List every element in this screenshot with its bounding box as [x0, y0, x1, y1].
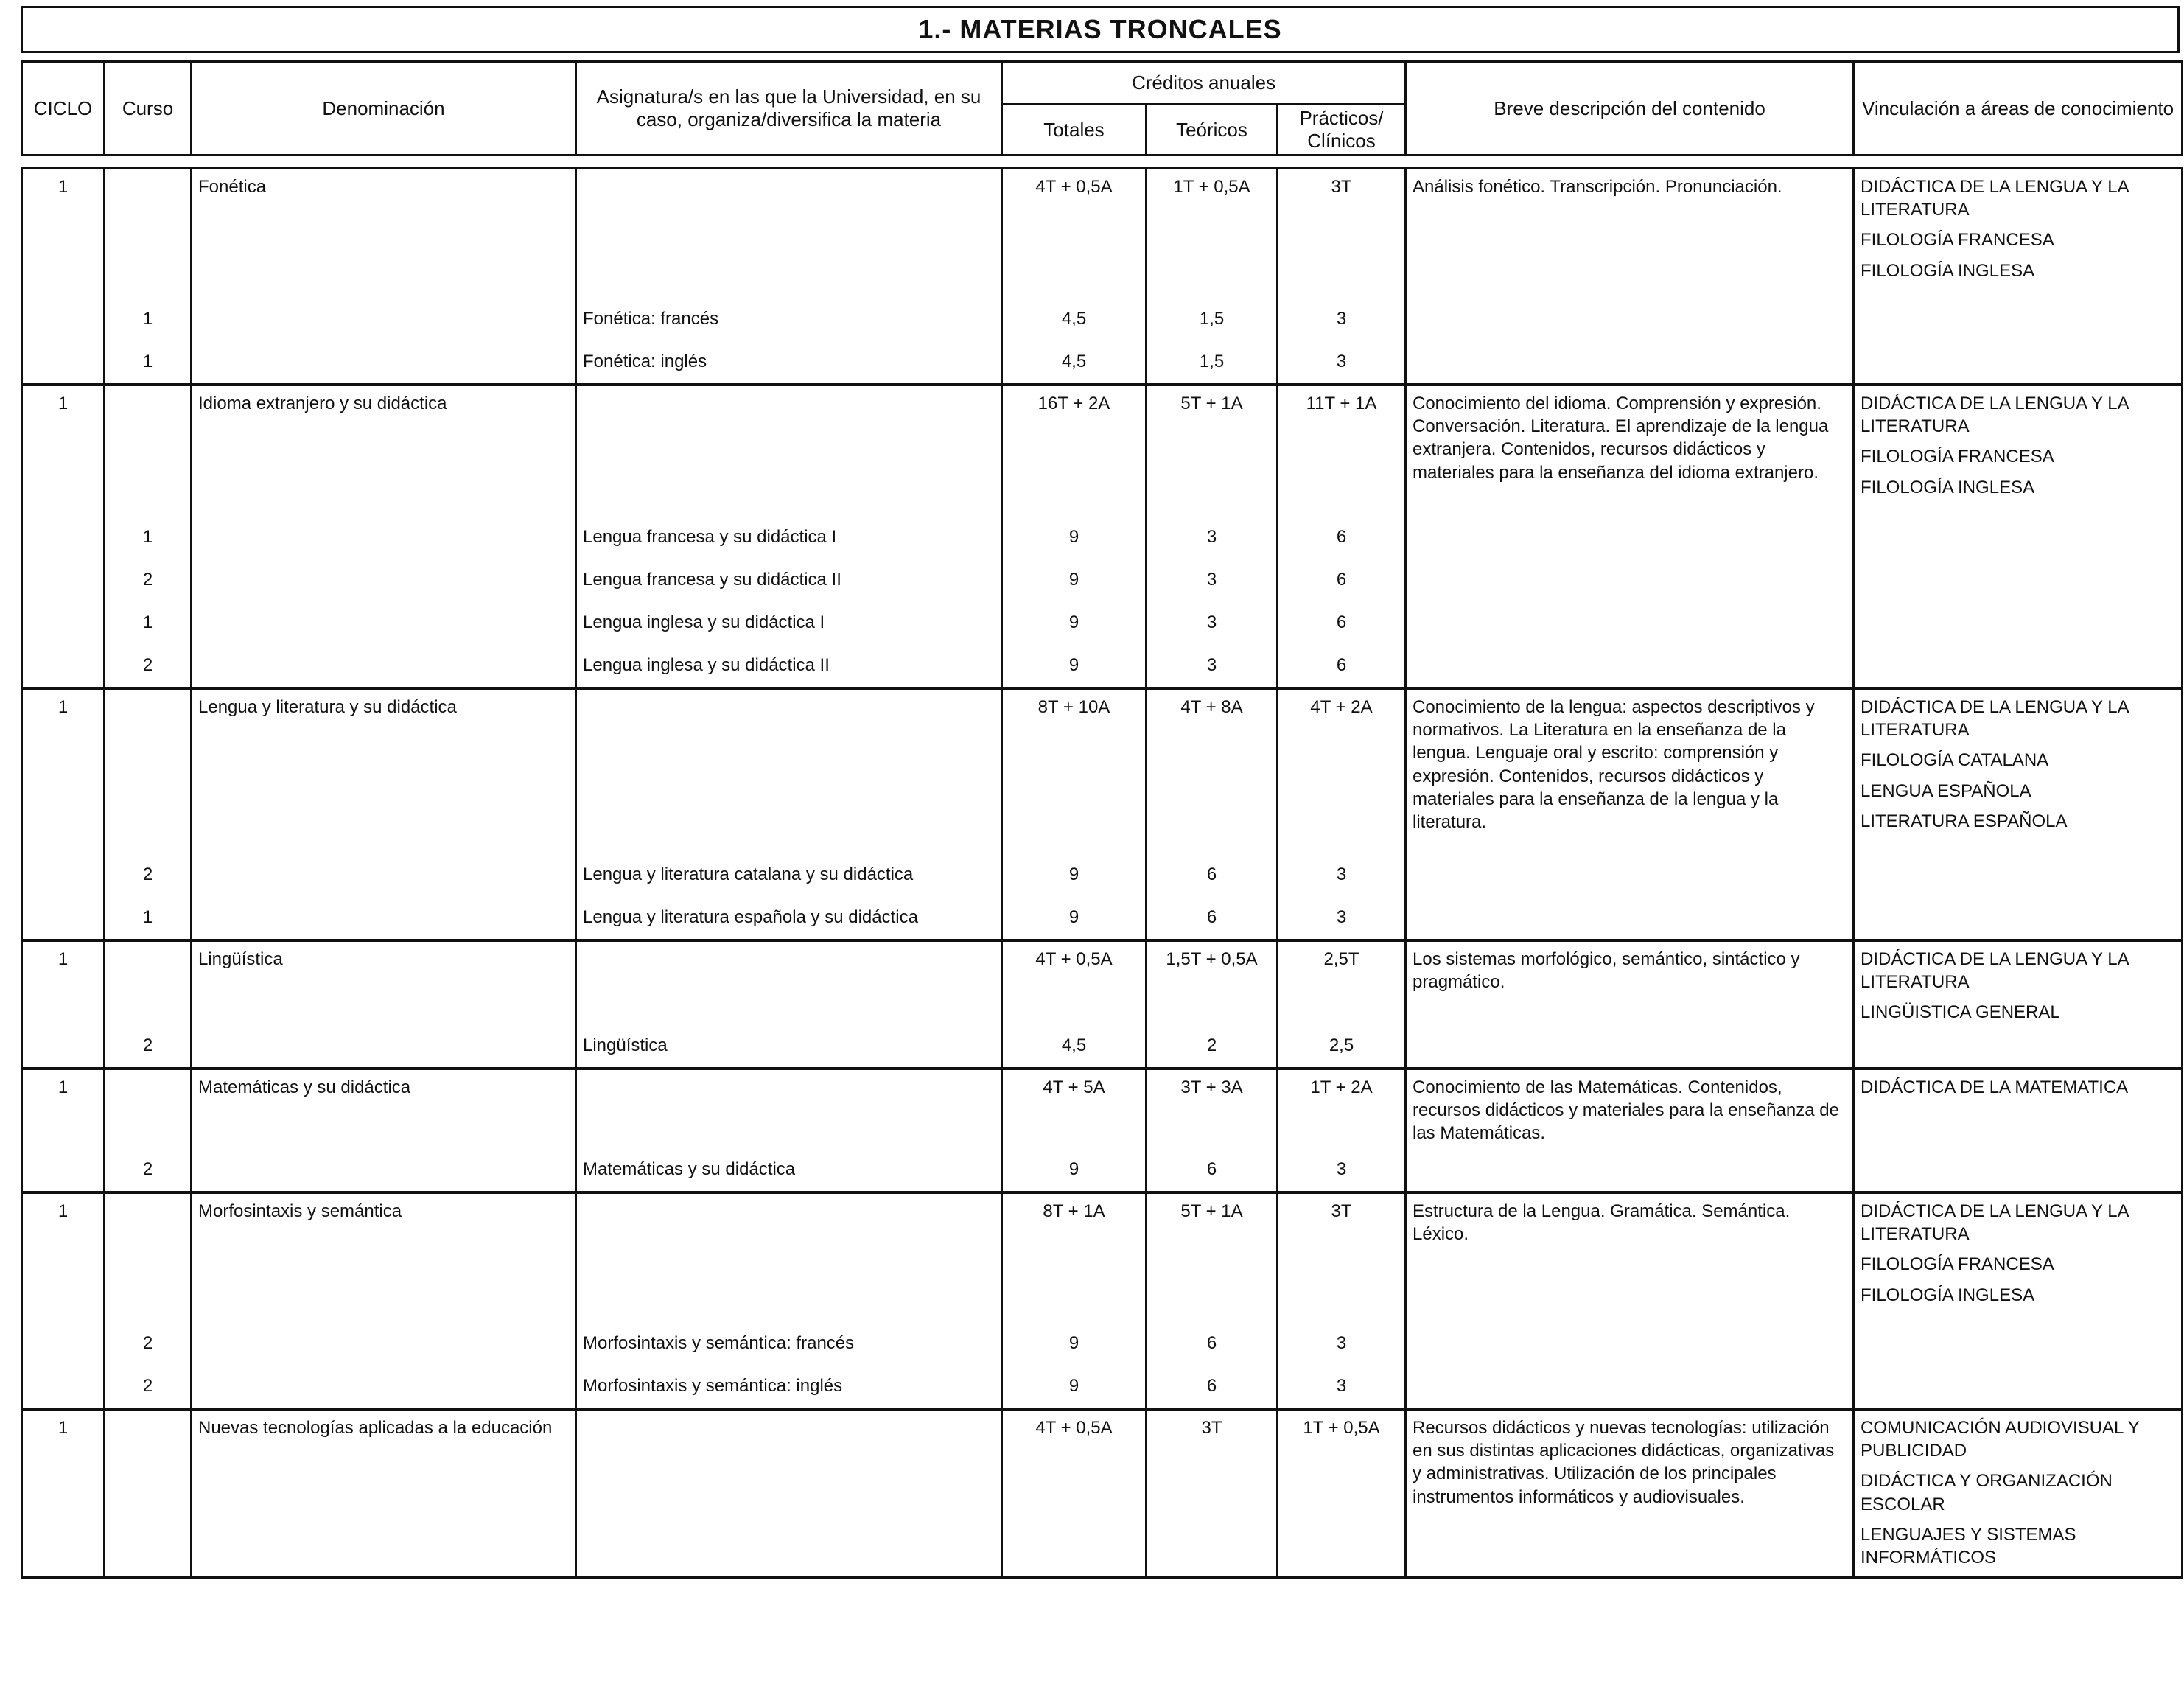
asignatura-cell: Lengua y literatura española y su didáctica — [576, 896, 1002, 940]
header-ciclo: CICLO — [22, 62, 105, 155]
materia-row — [22, 168, 2183, 298]
denominacion-cell — [192, 298, 576, 340]
creditos-totales-cell: 4T + 0,5A — [1002, 168, 1147, 298]
area-item: FILOLOGÍA FRANCESA — [1861, 230, 2054, 251]
denominacion-cell — [192, 1024, 576, 1069]
curso-cell: 2 — [105, 559, 192, 601]
creditos-totales-cell: 4,5 — [1002, 1024, 1147, 1069]
curso-cell — [105, 1069, 192, 1148]
creditos-practicos-cell: 4T + 2A — [1278, 688, 1406, 853]
asignatura-cell — [576, 168, 1002, 298]
materia-row — [22, 1192, 2183, 1322]
materia-row — [22, 940, 2183, 1024]
curso-cell: 2 — [105, 853, 192, 896]
descripcion-cell: Recursos didácticos y nuevas tecnologías: utilización en sus distintas aplicaciones didácticas, organizativas y administrativas. Utilización de los principales instrumentos informáticos y audiovisuales. — [1406, 1409, 1854, 1578]
ciclo-cell — [22, 1365, 105, 1409]
ciclo-cell — [22, 559, 105, 601]
denominacion-cell — [192, 340, 576, 385]
asignatura-cell: Fonética: inglés — [576, 340, 1002, 385]
creditos-teoricos-cell: 1,5 — [1147, 340, 1278, 385]
curso-cell — [105, 168, 192, 298]
header-descripcion: Breve descripción del contenido — [1406, 62, 1854, 155]
creditos-teoricos-cell: 3T — [1147, 1409, 1278, 1578]
denominacion-cell: Fonética — [192, 168, 576, 298]
materia-row — [22, 385, 2183, 516]
creditos-totales-cell: 9 — [1002, 853, 1147, 896]
curso-cell: 1 — [105, 340, 192, 385]
creditos-totales-cell: 9 — [1002, 1148, 1147, 1192]
curso-cell — [105, 1192, 192, 1322]
area-item: COMUNICACIÓN AUDIOVISUAL Y PUBLICIDAD — [1861, 1418, 2140, 1461]
creditos-practicos-cell: 3 — [1278, 1322, 1406, 1365]
ciclo-cell — [22, 601, 105, 644]
creditos-totales-cell: 16T + 2A — [1002, 385, 1147, 516]
denominacion-cell: Matemáticas y su didáctica — [192, 1069, 576, 1148]
asignatura-cell — [576, 385, 1002, 516]
curso-cell: 2 — [105, 1148, 192, 1192]
curso-cell: 2 — [105, 1024, 192, 1069]
creditos-totales-cell: 9 — [1002, 644, 1147, 688]
vinculacion-cell — [1854, 688, 2183, 940]
creditos-teoricos-cell: 3 — [1147, 516, 1278, 559]
denominacion-cell — [192, 644, 576, 688]
materia-row — [22, 1409, 2183, 1578]
creditos-teoricos-cell: 2 — [1147, 1024, 1278, 1069]
vinculacion-cell — [1854, 385, 2183, 688]
creditos-totales-cell: 4T + 0,5A — [1002, 940, 1147, 1024]
creditos-totales-cell: 8T + 1A — [1002, 1192, 1147, 1322]
descripcion-cell: Conocimiento del idioma. Comprensión y expresión. Conversación. Literatura. El aprendizaje de la lengua extranjera. Contenidos, recursos didácticos y materiales para la enseñanza del idioma extranjero. — [1406, 385, 1854, 688]
ciclo-cell: 1 — [22, 940, 105, 1024]
creditos-totales-cell: 4T + 5A — [1002, 1069, 1147, 1148]
header-denominacion: Denominación — [192, 62, 576, 155]
denominacion-cell — [192, 601, 576, 644]
asignatura-cell: Morfosintaxis y semántica: francés — [576, 1322, 1002, 1365]
asignatura-cell: Lengua y literatura catalana y su didáctica — [576, 853, 1002, 896]
descripcion-cell: Conocimiento de la lengua: aspectos descriptivos y normativos. La Literatura en la enseñanza de la lengua. Lenguaje oral y escrito: comprensión y expresión. Contenidos, recursos didácticos y materiales para la enseñanza de la lengua y la literatura. — [1406, 688, 1854, 940]
denominacion-cell — [192, 853, 576, 896]
denominacion-cell: Morfosintaxis y semántica — [192, 1192, 576, 1322]
materia-row — [22, 1069, 2183, 1148]
descripcion-cell: Los sistemas morfológico, semántico, sintáctico y pragmático. — [1406, 940, 1854, 1069]
creditos-teoricos-cell: 1T + 0,5A — [1147, 168, 1278, 298]
asignatura-cell: Lengua inglesa y su didáctica II — [576, 644, 1002, 688]
area-item: LENGUA ESPAÑOLA — [1861, 780, 2031, 801]
creditos-totales-cell: 9 — [1002, 1322, 1147, 1365]
area-item: FILOLOGÍA INGLESA — [1861, 260, 2035, 281]
creditos-practicos-cell: 2,5 — [1278, 1024, 1406, 1069]
descripcion-cell: Análisis fonético. Transcripción. Pronunciación. — [1406, 168, 1854, 385]
ciclo-cell — [22, 853, 105, 896]
creditos-teoricos-cell: 3 — [1147, 559, 1278, 601]
header-practicos: Prácticos/ Clínicos — [1278, 105, 1406, 155]
page-title: 1.- MATERIAS TRONCALES — [21, 6, 2180, 53]
ciclo-cell: 1 — [22, 1409, 105, 1578]
denominacion-cell: Nuevas tecnologías aplicadas a la educación — [192, 1409, 576, 1578]
area-item: FILOLOGÍA FRANCESA — [1861, 1254, 2054, 1275]
vinculacion-cell — [1854, 940, 2183, 1069]
creditos-practicos-cell: 3T — [1278, 1192, 1406, 1322]
creditos-practicos-cell: 1T + 2A — [1278, 1069, 1406, 1148]
creditos-totales-cell: 9 — [1002, 559, 1147, 601]
asignatura-cell: Lengua inglesa y su didáctica I — [576, 601, 1002, 644]
ciclo-cell — [22, 298, 105, 340]
area-item: FILOLOGÍA INGLESA — [1861, 1285, 2035, 1305]
materia-row — [22, 688, 2183, 853]
curso-cell — [105, 1409, 192, 1578]
creditos-teoricos-cell: 1,5T + 0,5A — [1147, 940, 1278, 1024]
creditos-practicos-cell: 3 — [1278, 896, 1406, 940]
header-creditos-anuales: Créditos anuales — [1002, 62, 1406, 105]
ciclo-cell — [22, 340, 105, 385]
area-item: DIDÁCTICA DE LA MATEMATICA — [1861, 1077, 2129, 1097]
vinculacion-cell — [1854, 1192, 2183, 1409]
creditos-totales-cell: 9 — [1002, 516, 1147, 559]
creditos-practicos-cell: 6 — [1278, 601, 1406, 644]
creditos-teoricos-cell: 5T + 1A — [1147, 385, 1278, 516]
creditos-totales-cell: 8T + 10A — [1002, 688, 1147, 853]
asignatura-cell: Lengua francesa y su didáctica II — [576, 559, 1002, 601]
ciclo-cell — [22, 516, 105, 559]
creditos-teoricos-cell: 3 — [1147, 644, 1278, 688]
curso-cell: 1 — [105, 298, 192, 340]
asignatura-cell — [576, 1409, 1002, 1578]
descripcion-cell: Conocimiento de las Matemáticas. Contenidos, recursos didácticos y materiales para la enseñanza de las Matemáticas. — [1406, 1069, 1854, 1192]
creditos-practicos-cell: 1T + 0,5A — [1278, 1409, 1406, 1578]
header-curso: Curso — [105, 62, 192, 155]
area-item: DIDÁCTICA DE LA LENGUA Y LA LITERATURA — [1861, 949, 2129, 993]
area-item: FILOLOGÍA FRANCESA — [1861, 447, 2054, 467]
curso-cell: 2 — [105, 1322, 192, 1365]
vinculacion-cell — [1854, 1069, 2183, 1192]
area-item: DIDÁCTICA Y ORGANIZACIÓN ESCOLAR — [1861, 1471, 2113, 1514]
creditos-teoricos-cell: 1,5 — [1147, 298, 1278, 340]
creditos-teoricos-cell: 6 — [1147, 1322, 1278, 1365]
area-item: DIDÁCTICA DE LA LENGUA Y LA LITERATURA — [1861, 697, 2129, 741]
curso-cell — [105, 688, 192, 853]
denominacion-cell — [192, 1148, 576, 1192]
area-item: LENGUAJES Y SISTEMAS INFORMÁTICOS — [1861, 1524, 2076, 1568]
creditos-teoricos-cell: 6 — [1147, 853, 1278, 896]
creditos-totales-cell: 9 — [1002, 896, 1147, 940]
creditos-practicos-cell: 3 — [1278, 1365, 1406, 1409]
ciclo-cell: 1 — [22, 688, 105, 853]
creditos-practicos-cell: 3T — [1278, 168, 1406, 298]
creditos-practicos-cell: 6 — [1278, 559, 1406, 601]
asignatura-cell: Matemáticas y su didáctica — [576, 1148, 1002, 1192]
denominacion-cell: Idioma extranjero y su didáctica — [192, 385, 576, 516]
asignatura-cell: Lengua francesa y su didáctica I — [576, 516, 1002, 559]
curso-cell: 2 — [105, 644, 192, 688]
asignatura-cell — [576, 1192, 1002, 1322]
header-vinculacion: Vinculación a áreas de conocimiento — [1854, 62, 2183, 155]
creditos-totales-cell: 9 — [1002, 601, 1147, 644]
curso-cell: 2 — [105, 1365, 192, 1409]
curso-cell — [105, 385, 192, 516]
ciclo-cell — [22, 1024, 105, 1069]
curso-cell: 1 — [105, 601, 192, 644]
area-item: FILOLOGÍA INGLESA — [1861, 477, 2035, 497]
creditos-practicos-cell: 2,5T — [1278, 940, 1406, 1024]
area-item: DIDÁCTICA DE LA LENGUA Y LA LITERATURA — [1861, 394, 2129, 437]
asignatura-cell: Morfosintaxis y semántica: inglés — [576, 1365, 1002, 1409]
creditos-teoricos-cell: 6 — [1147, 1365, 1278, 1409]
ciclo-cell: 1 — [22, 1069, 105, 1148]
denominacion-cell — [192, 559, 576, 601]
creditos-teoricos-cell: 5T + 1A — [1147, 1192, 1278, 1322]
vinculacion-cell — [1854, 168, 2183, 385]
header-asignatura: Asignatura/s en las que la Universidad, en su caso, organiza/diversifica la materia — [576, 62, 1002, 155]
creditos-totales-cell: 9 — [1002, 1365, 1147, 1409]
header-teoricos: Teóricos — [1147, 105, 1278, 155]
area-item: LINGÜISTICA GENERAL — [1861, 1002, 2060, 1023]
materias-body — [22, 168, 2183, 1578]
denominacion-cell — [192, 1322, 576, 1365]
curso-cell: 1 — [105, 896, 192, 940]
denominacion-cell — [192, 516, 576, 559]
denominacion-cell: Lengua y literatura y su didáctica — [192, 688, 576, 853]
curso-cell: 1 — [105, 516, 192, 559]
creditos-totales-cell: 4,5 — [1002, 298, 1147, 340]
denominacion-cell — [192, 896, 576, 940]
creditos-teoricos-cell: 6 — [1147, 1148, 1278, 1192]
materias-table — [21, 167, 2183, 1579]
ciclo-cell: 1 — [22, 168, 105, 298]
ciclo-cell — [22, 644, 105, 688]
ciclo-cell: 1 — [22, 1192, 105, 1322]
asignatura-cell: Fonética: francés — [576, 298, 1002, 340]
creditos-practicos-cell: 3 — [1278, 1148, 1406, 1192]
asignatura-cell: Lingüística — [576, 1024, 1002, 1069]
ciclo-cell — [22, 896, 105, 940]
creditos-practicos-cell: 3 — [1278, 298, 1406, 340]
vinculacion-cell — [1854, 1409, 2183, 1578]
ciclo-cell — [22, 1148, 105, 1192]
denominacion-cell: Lingüística — [192, 940, 576, 1024]
creditos-totales-cell: 4T + 0,5A — [1002, 1409, 1147, 1578]
asignatura-cell — [576, 940, 1002, 1024]
creditos-practicos-cell: 3 — [1278, 340, 1406, 385]
area-item: FILOLOGÍA CATALANA — [1861, 750, 2049, 771]
area-item: DIDÁCTICA DE LA LENGUA Y LA LITERATURA — [1861, 1201, 2129, 1245]
header-totales: Totales — [1002, 105, 1147, 155]
creditos-totales-cell: 4,5 — [1002, 340, 1147, 385]
creditos-practicos-cell: 6 — [1278, 644, 1406, 688]
creditos-teoricos-cell: 3 — [1147, 601, 1278, 644]
area-item: DIDÁCTICA DE LA LENGUA Y LA LITERATURA — [1861, 177, 2129, 220]
table-header — [21, 60, 2183, 156]
descripcion-cell: Estructura de la Lengua. Gramática. Semántica. Léxico. — [1406, 1192, 1854, 1409]
creditos-teoricos-cell: 3T + 3A — [1147, 1069, 1278, 1148]
curso-cell — [105, 940, 192, 1024]
creditos-practicos-cell: 6 — [1278, 516, 1406, 559]
asignatura-cell — [576, 1069, 1002, 1148]
ciclo-cell — [22, 1322, 105, 1365]
creditos-teoricos-cell: 6 — [1147, 896, 1278, 940]
asignatura-cell — [576, 688, 1002, 853]
creditos-practicos-cell: 11T + 1A — [1278, 385, 1406, 516]
denominacion-cell — [192, 1365, 576, 1409]
ciclo-cell: 1 — [22, 385, 105, 516]
creditos-practicos-cell: 3 — [1278, 853, 1406, 896]
creditos-teoricos-cell: 4T + 8A — [1147, 688, 1278, 853]
area-item: LITERATURA ESPAÑOLA — [1861, 811, 2068, 831]
